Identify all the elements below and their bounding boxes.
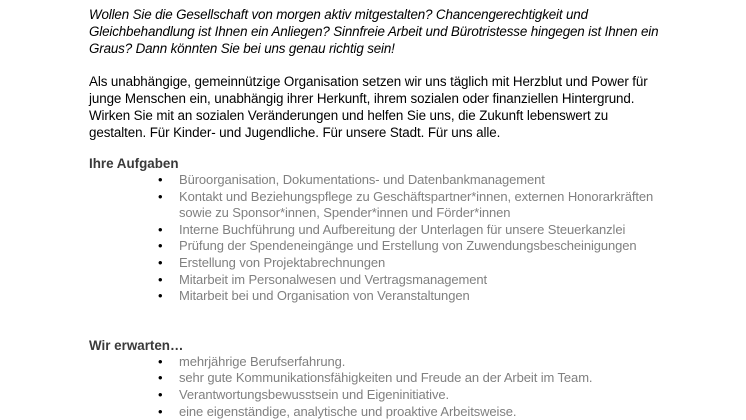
list-item (158, 172, 739, 189)
job-posting (89, 6, 739, 420)
intro-line: Gleichbehandlung ist Ihnen ein Anliegen? Sinnfreie Arbeit und Bürotristesse hingegen ist Ihnen ein (89, 24, 659, 39)
bullet-icon: • (158, 188, 163, 204)
list-item (158, 188, 739, 222)
list-item (158, 403, 739, 420)
list-item-text: sehr gute Kommunikationsfähigkeiten und Freude an der Arbeit im Team. (179, 370, 593, 386)
list-item (158, 386, 739, 404)
list-item (158, 353, 739, 371)
about-line: Als unabhängige, gemeinnützige Organisation setzen wir uns täglich mit Herzblut und Power für (89, 74, 648, 89)
tasks-list (89, 172, 739, 305)
about-line: Wirken Sie mit an sozialen Veränderungen und helfen Sie uns, die Zukunft lebenswert zu (89, 108, 609, 123)
list-item-text: Büroorganisation, Dokumentations- und Datenbankmanagement (179, 172, 545, 187)
list-item-text: sowie zu Sponsor*innen, Spender*innen und Förder*innen (179, 205, 511, 221)
list-item-text: Prüfung der Spendeneingänge und Erstellung von Zuwendungsbescheinigungen (179, 238, 637, 254)
list-item (158, 221, 739, 239)
bullet-icon: • (158, 172, 163, 187)
bullet-icon: • (158, 221, 163, 237)
list-item (158, 370, 739, 387)
list-item-text: Kontakt und Beziehungspflege zu Geschäftspartner*innen, externen Honorarkräften (179, 188, 654, 204)
list-item (158, 271, 739, 289)
about-line: junge Menschen ein, unabhängig ihrer Herkunft, ihrem sozialen oder finanziellen Hintergrund. (89, 91, 635, 106)
bullet-icon: • (158, 353, 163, 369)
list-item-text: mehrjährige Berufserfahrung. (179, 353, 346, 369)
intro-paragraph (89, 6, 739, 57)
intro-line: Graus? Dann könnten Sie bei uns genau richtig sein! (89, 41, 395, 56)
tasks-heading: Ihre Aufgaben (89, 156, 179, 171)
intro-line: Wollen Sie die Gesellschaft von morgen aktiv mitgestalten? Chancengerechtigkeit und (89, 7, 588, 22)
list-item (158, 238, 739, 255)
list-item (158, 288, 739, 305)
list-item-text: Mitarbeit im Personalwesen und Vertragsmanagement (179, 271, 487, 287)
list-item-text: Erstellung von Projektabrechnungen (179, 254, 386, 270)
bullet-icon: • (158, 403, 163, 419)
expectations-heading: Wir erwarten… (89, 337, 184, 353)
bullet-icon: • (158, 238, 163, 254)
list-item-text: Mitarbeit bei und Organisation von Veranstaltungen (179, 288, 470, 304)
expectations-list (89, 354, 739, 420)
list-item (158, 254, 739, 272)
bullet-icon: • (158, 386, 163, 402)
list-item-text: Interne Buchführung und Aufbereitung der Unterlagen für unsere Steuerkanzlei (179, 221, 626, 237)
list-item-text: eine eigenständige, analytische und proaktive Arbeitsweise. (179, 403, 517, 419)
bullet-icon: • (158, 370, 163, 386)
list-item-text: Verantwortungsbewusstsein und Eigeninitiative. (179, 386, 450, 402)
bullet-icon: • (158, 271, 163, 287)
about-line: gestalten. Für Kinder- und Jugendliche. Für unsere Stadt. Für uns alle. (89, 125, 501, 140)
bullet-icon: • (158, 288, 163, 304)
bullet-icon: • (158, 254, 163, 270)
about-paragraph (89, 73, 739, 141)
